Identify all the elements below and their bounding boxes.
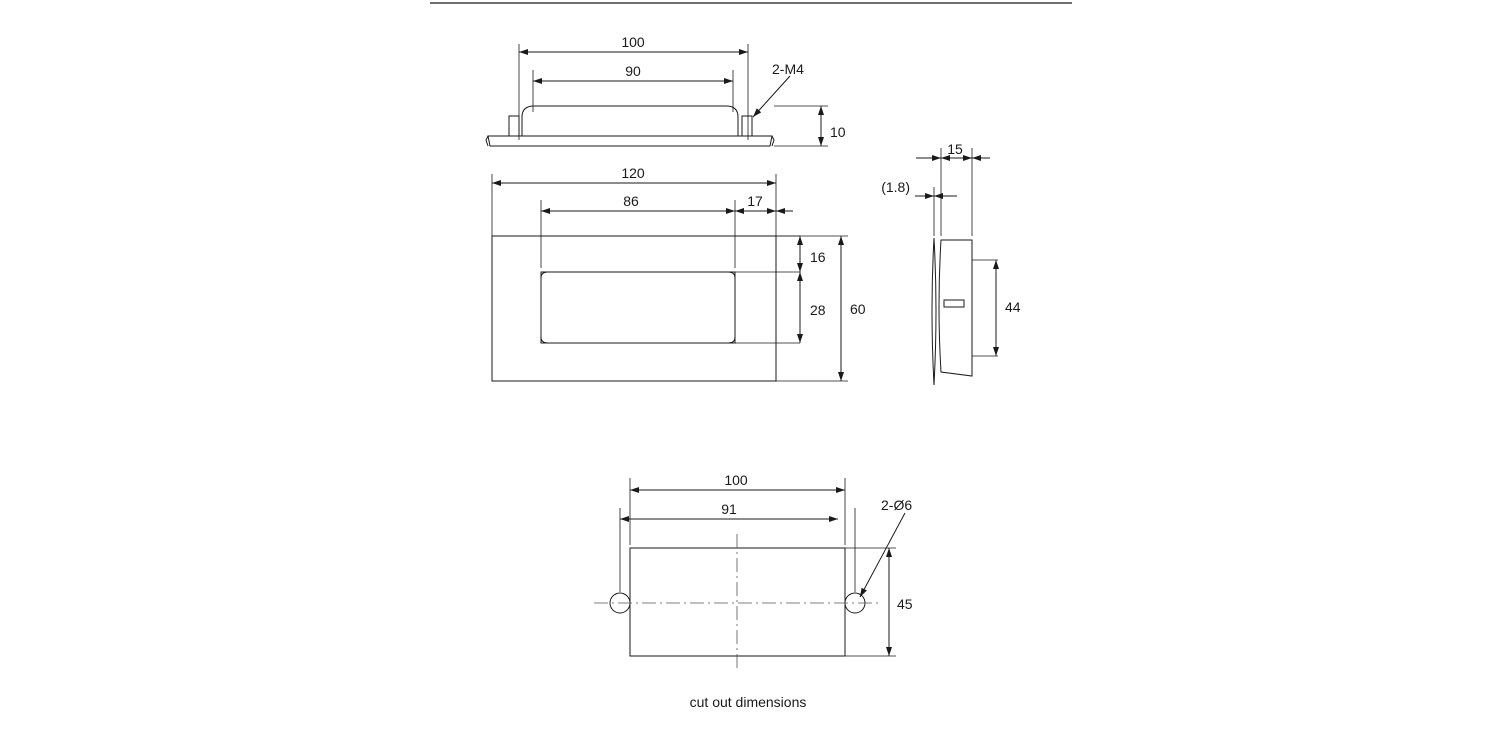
dim-label-front-recess-width: 86 <box>623 193 639 209</box>
dim-label-cutout-width-outer: 100 <box>724 472 748 488</box>
dim-label-cutout-hole-note: 2-Ø6 <box>881 497 913 513</box>
dim-cutout-width-outer <box>630 472 845 490</box>
dim-side-depth <box>916 141 990 158</box>
dim-label-front-overall-width: 120 <box>621 165 645 181</box>
dim-label-side-height: 44 <box>1005 299 1021 315</box>
dim-label-side-depth: 15 <box>947 141 963 157</box>
dim-label-top-overall-width: 100 <box>621 34 645 50</box>
dim-label-cutout-width-inner: 91 <box>721 501 737 517</box>
dim-front-top-margin <box>800 236 826 272</box>
dim-label-front-recess-height: 28 <box>810 302 826 318</box>
dim-front-edge-offset <box>735 193 793 211</box>
dim-front-overall-height <box>841 236 866 381</box>
dim-front-recess-height <box>800 272 826 343</box>
dim-label-front-edge-offset: 17 <box>747 193 763 209</box>
dim-label-front-overall-height: 60 <box>850 301 866 317</box>
dim-label-side-flange-thickness: (1.8) <box>881 179 910 195</box>
dim-side-height <box>996 260 1021 356</box>
top-view-geometry <box>486 106 774 146</box>
leader-2-dia6 <box>860 497 912 597</box>
dim-side-flange-thickness <box>881 179 957 196</box>
dim-label-cutout-height: 45 <box>897 596 913 612</box>
dim-top-overall-width <box>519 34 748 52</box>
leader-2-m4 <box>753 61 804 117</box>
dim-front-recess-width <box>541 193 735 211</box>
dim-label-top-thread-note: 2-M4 <box>772 61 804 77</box>
dim-cutout-width-inner <box>620 501 838 519</box>
side-view-geometry <box>932 238 972 385</box>
cutout-caption-text: cut out dimensions <box>689 694 807 710</box>
dim-top-height <box>821 106 846 146</box>
dim-label-front-top-margin: 16 <box>810 249 826 265</box>
cutout-caption <box>690 694 807 710</box>
dim-cutout-height <box>889 548 913 656</box>
dim-front-overall-width <box>492 165 776 183</box>
dim-label-top-inner-width: 90 <box>625 63 641 79</box>
front-view-geometry <box>492 236 776 381</box>
dim-top-inner-width <box>533 63 733 81</box>
cutout-view-geometry <box>594 534 881 672</box>
dim-label-top-height: 10 <box>830 124 846 140</box>
